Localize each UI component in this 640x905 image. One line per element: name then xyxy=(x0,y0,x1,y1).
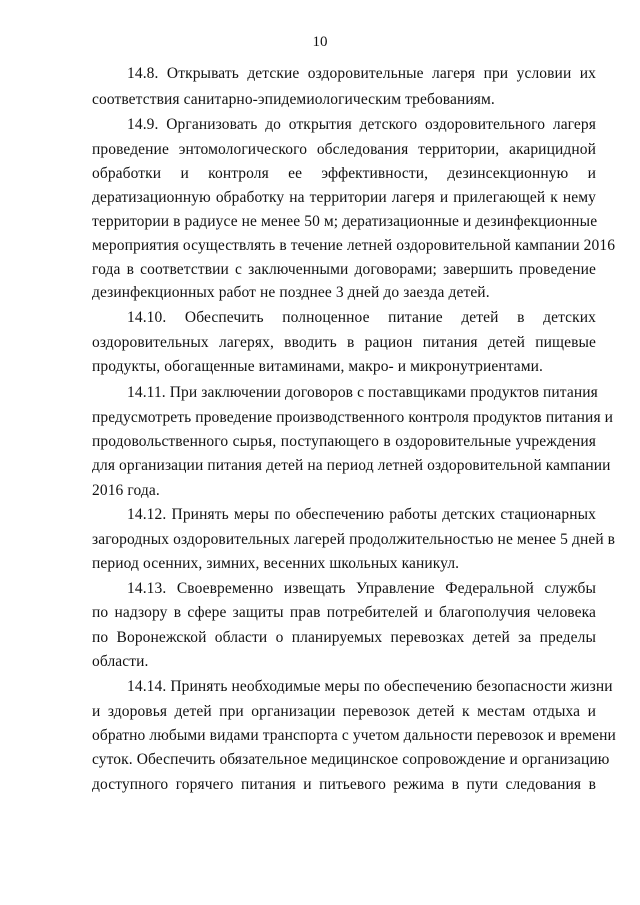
page-number: 10 xyxy=(312,34,328,50)
paragraph-line: период осенних, зимних, весенних школьных каникул. xyxy=(92,555,460,572)
paragraph-line: года в соответствии с заключенными договорами; завершить проведение xyxy=(92,261,596,278)
paragraph-line: продукты, обогащенные витаминами, макро- и микронутриентами. xyxy=(92,358,544,375)
paragraph-line: по Воронежской области о планируемых перевозках детей за пределы xyxy=(92,629,596,646)
paragraph-line: дезинфекционных работ не позднее 3 дней до заезда детей. xyxy=(92,284,490,301)
paragraph-line: соответствия санитарно-эпидемиологическим требованиям. xyxy=(92,91,495,108)
paragraph-line: мероприятия осуществлять в течение летней оздоровительной кампании 2016 xyxy=(92,237,616,254)
paragraph-first-line: 14.14. Принять необходимые меры по обеспечению безопасности жизни xyxy=(127,678,613,695)
paragraph-line: по надзору в сфере защиты прав потребителей и благополучия человека xyxy=(92,604,596,621)
paragraph-first-line: 14.13. Своевременно извещать Управление Федеральной службы xyxy=(127,580,596,597)
paragraph-line: суток. Обеспечить обязательное медицинское сопровождение и организацию xyxy=(92,751,610,768)
paragraph-line: дератизационную обработку на территории лагеря и прилегающей к нему xyxy=(92,189,596,206)
paragraph-first-line: 14.10. Обеспечить полноценное питание детей в детских xyxy=(127,309,596,326)
paragraph-line: для организации питания детей на период летней оздоровительной кампании xyxy=(92,457,611,474)
paragraph-line: загородных оздоровительных лагерей продолжительностью не менее 5 дней в xyxy=(92,531,616,548)
paragraph-line: и здоровья детей при организации перевозок детей к местам отдыха и xyxy=(92,703,596,720)
paragraph-line: 2016 года. xyxy=(92,482,160,499)
paragraph-line: проведение энтомологического обследования территории, акарицидной xyxy=(92,141,596,158)
paragraph-line: доступного горячего питания и питьевого режима в пути следования в xyxy=(92,776,596,793)
paragraph-first-line: 14.9. Организовать до открытия детского оздоровительного лагеря xyxy=(127,116,596,133)
paragraph-first-line: 14.11. При заключении договоров с поставщиками продуктов питания xyxy=(127,384,598,401)
paragraph-first-line: 14.8. Открывать детские оздоровительные лагеря при условии их xyxy=(127,65,596,82)
paragraph-line: области. xyxy=(92,653,149,670)
paragraph-line: оздоровительных лагерях, вводить в рацион питания детей пищевые xyxy=(92,334,596,351)
paragraph-line: продовольственного сырья, поступающего в оздоровительные учреждения xyxy=(92,433,596,450)
paragraph-line: обработки и контроля ее эффективности, дезинсекционную и xyxy=(92,165,596,182)
paragraph-first-line: 14.12. Принять меры по обеспечению работы детских стационарных xyxy=(127,506,596,523)
paragraph-line: обратно любыми видами транспорта с учетом дальности перевозок и времени xyxy=(92,727,616,744)
paragraph-line: предусмотреть проведение производственного контроля продуктов питания и xyxy=(92,409,614,426)
paragraph-line: территории в радиусе не менее 50 м; дератизационные и дезинфекционные xyxy=(92,213,598,230)
